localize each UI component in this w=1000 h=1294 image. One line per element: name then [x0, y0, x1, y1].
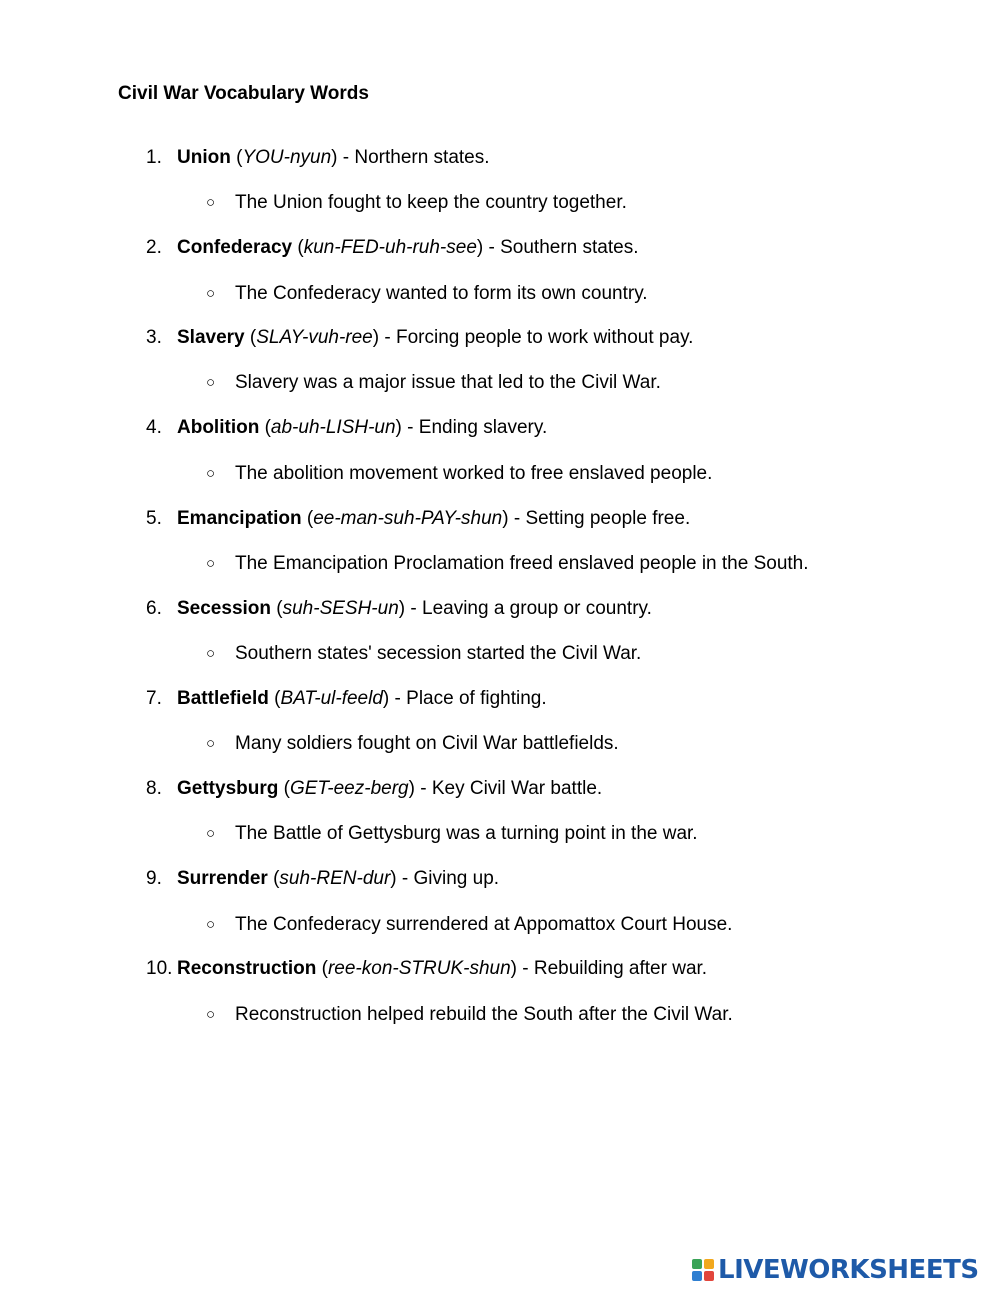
term-word: Reconstruction	[177, 958, 317, 979]
example-sentence: Many soldiers fought on Civil War battlefields.	[235, 733, 619, 754]
term-definition: Abolition (ab-uh-LISH-un) - Ending slavery.	[177, 417, 548, 438]
term-definition: Surrender (suh-REN-dur) - Giving up.	[177, 868, 500, 889]
example-sentence: The Confederacy surrendered at Appomattox Court House.	[235, 914, 733, 935]
example-sentence: The Battle of Gettysburg was a turning point in the war.	[235, 823, 698, 844]
circle-bullet-icon: ○	[206, 1006, 216, 1023]
term-definition: Confederacy (kun-FED-uh-ruh-see) - Southern states.	[177, 237, 639, 258]
term-definition: Battlefield (BAT-ul-feeld) - Place of fighting.	[177, 688, 547, 709]
term-meaning: Setting people free.	[525, 508, 691, 529]
term-word: Secession	[177, 598, 271, 619]
example-sentence: Reconstruction helped rebuild the South after the Civil War.	[235, 1004, 733, 1025]
circle-bullet-icon: ○	[206, 916, 216, 933]
page-title: Civil War Vocabulary Words	[118, 83, 369, 104]
term-word: Slavery	[177, 327, 245, 348]
circle-bullet-icon: ○	[206, 194, 216, 211]
example-sentence: Southern states' secession started the Civil War.	[235, 643, 642, 664]
term-definition: Emancipation (ee-man-suh-PAY-shun) - Setting people free.	[177, 508, 691, 529]
item-number: 2.	[146, 237, 162, 258]
term-pronunciation: YOU-nyun	[242, 147, 332, 168]
item-number: 6.	[146, 598, 162, 619]
circle-bullet-icon: ○	[206, 825, 216, 842]
term-pronunciation: GET-eez-berg	[289, 778, 409, 799]
example-sentence: The abolition movement worked to free enslaved people.	[235, 463, 713, 484]
term-definition: Slavery (SLAY-vuh-ree) - Forcing people to work without pay.	[177, 327, 694, 348]
term-definition: Reconstruction (ree-kon-STRUK-shun) - Rebuilding after war.	[177, 958, 708, 979]
circle-bullet-icon: ○	[206, 735, 216, 752]
example-sentence: The Union fought to keep the country together.	[235, 192, 627, 213]
term-pronunciation: SLAY-vuh-ree	[256, 327, 373, 348]
term-pronunciation: ree-kon-STRUK-shun	[327, 958, 511, 979]
term-meaning: Place of fighting.	[406, 688, 547, 709]
term-pronunciation: ab-uh-LISH-un	[270, 417, 396, 438]
term-meaning: Leaving a group or country.	[422, 598, 652, 619]
item-number: 3.	[146, 327, 162, 348]
item-number: 9.	[146, 868, 162, 889]
item-number: 5.	[146, 508, 162, 529]
item-number: 10.	[146, 958, 173, 979]
term-definition: Secession (suh-SESH-un) - Leaving a group or country.	[177, 598, 652, 619]
term-word: Union	[177, 147, 231, 168]
liveworksheets-logo-icon	[692, 1259, 714, 1281]
circle-bullet-icon: ○	[206, 285, 216, 302]
term-meaning: Northern states.	[354, 147, 490, 168]
logo-text: LIVEWORKSHEETS	[718, 1255, 979, 1285]
term-meaning: Rebuilding after war.	[533, 958, 708, 979]
liveworksheets-logo	[692, 1255, 979, 1285]
example-sentence: The Confederacy wanted to form its own country.	[235, 283, 648, 304]
item-number: 1.	[146, 147, 162, 168]
item-number: 8.	[146, 778, 162, 799]
term-meaning: Ending slavery.	[418, 417, 548, 438]
item-number: 7.	[146, 688, 162, 709]
logo-square-red	[704, 1271, 714, 1281]
term-definition: Union (YOU-nyun) - Northern states.	[177, 147, 490, 168]
term-pronunciation: suh-SESH-un	[282, 598, 399, 619]
term-meaning: Giving up.	[413, 868, 500, 889]
example-sentence: Slavery was a major issue that led to the Civil War.	[235, 372, 661, 393]
term-pronunciation: BAT-ul-feeld	[280, 688, 383, 709]
term-meaning: Key Civil War battle.	[431, 778, 603, 799]
item-number: 4.	[146, 417, 162, 438]
term-pronunciation: ee-man-suh-PAY-shun	[313, 508, 503, 529]
logo-square-yellow	[704, 1259, 714, 1269]
term-word: Surrender	[177, 868, 268, 889]
term-word: Battlefield	[177, 688, 269, 709]
term-meaning: Southern states.	[500, 237, 639, 258]
circle-bullet-icon: ○	[206, 465, 216, 482]
term-word: Emancipation	[177, 508, 302, 529]
term-pronunciation: suh-REN-dur	[279, 868, 391, 889]
term-pronunciation: kun-FED-uh-ruh-see	[303, 237, 477, 258]
term-meaning: Forcing people to work without pay.	[395, 327, 694, 348]
logo-square-green	[692, 1259, 702, 1269]
term-word: Confederacy	[177, 237, 293, 258]
circle-bullet-icon: ○	[206, 374, 216, 391]
logo-square-blue	[692, 1271, 702, 1281]
circle-bullet-icon: ○	[206, 555, 216, 572]
term-word: Gettysburg	[177, 778, 279, 799]
term-word: Abolition	[177, 417, 260, 438]
term-definition: Gettysburg (GET-eez-berg) - Key Civil War battle.	[177, 778, 603, 799]
example-sentence: The Emancipation Proclamation freed enslaved people in the South.	[235, 553, 809, 574]
circle-bullet-icon: ○	[206, 645, 216, 662]
